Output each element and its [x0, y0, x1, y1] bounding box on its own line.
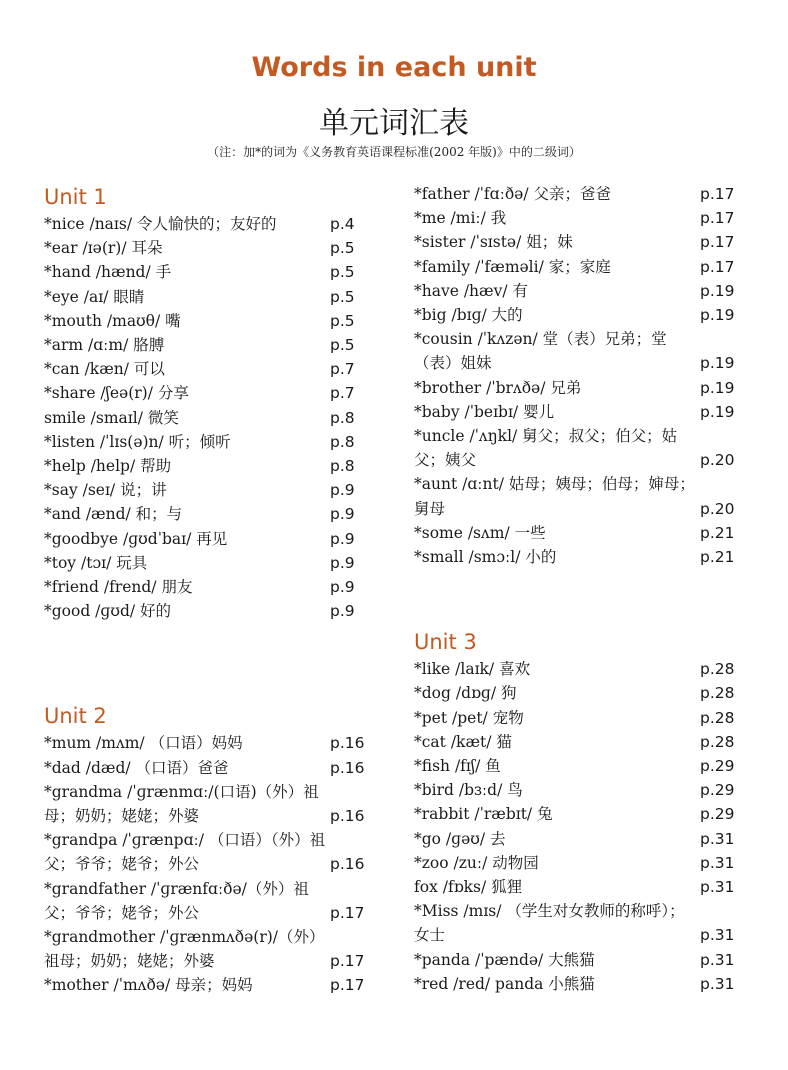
vocab-text: *Miss /mɪs/ （学生对女教师的称呼）；女士 [414, 902, 685, 945]
vocab-text: *goodbye /ɡʊdˈbaɪ/ 再见 [44, 529, 228, 548]
vocab-entry [414, 875, 746, 899]
vocab-entry [414, 545, 746, 569]
vocab-text: *baby /ˈbeɪbɪ/ 婴儿 [414, 402, 555, 421]
vocab-text: *ear /ɪə(r)/ 耳朵 [44, 239, 163, 258]
unit-1-list [44, 212, 376, 623]
right-column [414, 182, 746, 996]
page-ref: p.17 [700, 185, 735, 203]
vocab-entry [414, 730, 746, 754]
vocab-entry [44, 309, 376, 333]
vocab-text: *brother /ˈbrʌðə/ 兄弟 [414, 378, 582, 397]
page-ref: p.5 [330, 311, 355, 330]
vocab-text: *red /red/ panda 小熊猫 [414, 974, 595, 993]
vocab-text: *like /laɪk/ 喜欢 [414, 660, 531, 679]
page-ref: p.4 [330, 215, 355, 233]
page-note: （注：加*的词为《义务教育英语课程标准(2002 年版)》中的二级词） [207, 145, 581, 159]
vocab-entry [414, 754, 746, 778]
unit-2-list [44, 731, 376, 997]
page-ref: p.19 [700, 378, 735, 397]
vocab-text: *cousin /ˈkʌzən/ 堂（表）兄弟；堂（表）姐妹 [414, 330, 667, 373]
vocab-entry [414, 279, 746, 303]
vocab-text: *mouth /maʊθ/ 嘴 [44, 311, 181, 330]
vocab-text: *good /ɡʊd/ 好的 [44, 602, 172, 621]
vocab-text: *sister /ˈsɪstə/ 姐；妹 [414, 233, 573, 252]
vocab-entry [44, 973, 376, 997]
vocab-entry [44, 551, 376, 575]
page-ref: p.20 [700, 451, 735, 470]
vocab-text: *go /ɡəʊ/ 去 [414, 829, 506, 848]
vocab-entry [414, 255, 746, 279]
page-ref: p.31 [700, 950, 735, 969]
vocab-entry [414, 400, 746, 424]
page-ref: p.17 [700, 233, 735, 252]
page-ref: p.29 [700, 781, 735, 800]
vocab-entry [44, 260, 376, 284]
page-ref: p.5 [330, 287, 355, 306]
page-ref: p.21 [700, 548, 735, 567]
unit-2-continued-list [414, 182, 746, 569]
page-ref: p.31 [700, 926, 735, 945]
vocab-entry [414, 802, 746, 826]
vocab-text: *dog /dɒɡ/ 狗 [414, 684, 517, 703]
vocab-entry [44, 357, 376, 381]
vocab-text: *share /ʃeə(r)/ 分享 [44, 384, 189, 403]
page-title: Words in each unit [251, 52, 537, 83]
page-ref: p.29 [700, 757, 735, 776]
page-ref: p.16 [330, 855, 365, 874]
vocab-entry [414, 521, 746, 545]
vocab-text: *cat /kæt/ 猫 [414, 732, 512, 751]
page-ref: p.16 [330, 734, 365, 753]
vocab-entry [414, 327, 746, 375]
page-ref: p.19 [700, 281, 735, 300]
page-ref: p.31 [700, 829, 735, 848]
vocab-entry [44, 502, 376, 526]
left-column [44, 182, 376, 998]
unit-2-heading: Unit 2 [44, 704, 107, 729]
vocab-entry [414, 230, 746, 254]
vocab-entry [44, 212, 376, 236]
vocab-entry [44, 236, 376, 260]
vocab-text: *grandfather /ˈɡrænfɑːðə/（外）祖父；爷爷；姥爷；外公 [44, 879, 309, 922]
vocab-entry [414, 182, 746, 206]
vocab-text: *say /seɪ/ 说；讲 [44, 481, 167, 500]
vocab-entry [414, 472, 746, 520]
vocab-entry [414, 206, 746, 230]
vocab-text: fox /fɒks/ 狐狸 [414, 878, 523, 897]
vocab-text: *hand /hænd/ 手 [44, 263, 172, 282]
unit-3-heading: Unit 3 [414, 630, 477, 655]
vocab-entry [44, 381, 376, 405]
vocab-text: *friend /frend/ 朋友 [44, 578, 193, 597]
page-ref: p.19 [700, 402, 735, 421]
vocab-text: *grandmother /ˈɡrænmʌðə(r)/（外）祖母；奶奶；姥姥；外婆 [44, 928, 325, 971]
vocab-entry [414, 778, 746, 802]
vocab-text: *mother /ˈmʌðə/ 母亲；妈妈 [44, 976, 253, 995]
vocab-text: *uncle /ˈʌŋkl/ 舅父；叔父；伯父；姑父；姨父 [414, 427, 678, 470]
vocab-entry [414, 827, 746, 851]
vocab-text: *big /bɪɡ/ 大的 [414, 306, 523, 325]
page-ref: p.19 [700, 354, 735, 373]
vocab-text: *pet /pet/ 宠物 [414, 708, 524, 727]
page-ref: p.16 [330, 807, 365, 826]
page-ref: p.31 [700, 853, 735, 872]
vocab-entry [44, 925, 376, 973]
page-ref: p.8 [330, 457, 355, 476]
vocab-entry [44, 333, 376, 357]
unit-3-list [414, 657, 746, 996]
vocab-text: *rabbit /ˈræbɪt/ 兔 [414, 805, 553, 824]
page-ref: p.9 [330, 578, 355, 597]
page-ref: p.9 [330, 529, 355, 548]
vocab-entry [44, 406, 376, 430]
page-ref: p.9 [330, 602, 355, 621]
vocab-text: *nice /naɪs/ 令人愉快的；友好的 [44, 215, 277, 233]
page-ref: p.20 [700, 499, 735, 518]
unit-1-heading: Unit 1 [44, 185, 107, 209]
vocab-text: *me /miː/ 我 [414, 209, 507, 228]
page-ref: p.19 [700, 306, 735, 325]
vocab-entry [414, 851, 746, 875]
page-ref: p.21 [700, 523, 735, 542]
page-ref: p.17 [700, 209, 735, 228]
vocab-text: *have /hæv/ 有 [414, 281, 529, 300]
vocab-entry [44, 731, 376, 755]
vocab-entry [44, 780, 376, 828]
vocab-text: *dad /dæd/ （口语）爸爸 [44, 758, 229, 777]
page-ref: p.29 [700, 805, 735, 824]
vocab-entry [44, 756, 376, 780]
vocab-text: *zoo /zuː/ 动物园 [414, 853, 539, 872]
page-ref: p.17 [330, 976, 365, 995]
vocab-entry [414, 681, 746, 705]
vocab-entry [414, 376, 746, 400]
page-ref: p.5 [330, 263, 355, 282]
vocab-text: *bird /bɜːd/ 鸟 [414, 781, 523, 800]
vocab-text: *family /ˈfæməli/ 家；家庭 [414, 257, 611, 276]
page-ref: p.9 [330, 553, 355, 572]
vocab-entry [44, 828, 376, 876]
vocab-entry [44, 575, 376, 599]
page-ref: p.9 [330, 481, 355, 500]
vocab-entry [44, 599, 376, 623]
vocab-entry [44, 478, 376, 502]
vocab-text: *aunt /ɑːnt/ 姑母；姨母；伯母；婶母；舅母 [414, 475, 695, 518]
vocab-entry [414, 424, 746, 472]
vocab-entry [44, 527, 376, 551]
page-ref: p.7 [330, 384, 355, 403]
vocab-text: *small /smɔːl/ 小的 [414, 548, 557, 567]
vocab-text: *toy /tɔɪ/ 玩具 [44, 553, 148, 572]
vocab-entry [44, 877, 376, 925]
vocab-entry [414, 657, 746, 681]
page-ref: p.5 [330, 239, 355, 258]
vocab-text: *grandpa /ˈɡrænpɑː/ （口语）（外）祖父；爷爷；姥爷；外公 [44, 831, 326, 874]
page-ref: p.17 [330, 903, 365, 922]
vocab-text: *fish /fɪʃ/ 鱼 [414, 757, 501, 776]
vocab-text: *eye /aɪ/ 眼睛 [44, 287, 145, 306]
page-ref: p.31 [700, 974, 735, 993]
vocab-entry [414, 303, 746, 327]
vocab-text: *and /ænd/ 和；与 [44, 505, 183, 524]
page-ref: p.7 [330, 360, 355, 379]
page-ref: p.28 [700, 684, 735, 703]
vocab-entry [44, 430, 376, 454]
page-subtitle: 单元词汇表 [319, 106, 469, 141]
page-ref: p.28 [700, 732, 735, 751]
page-ref: p.28 [700, 660, 735, 679]
vocab-entry [414, 706, 746, 730]
vocab-entry [414, 972, 746, 996]
vocab-text: *help /help/ 帮助 [44, 457, 172, 476]
page-ref: p.16 [330, 758, 365, 777]
vocab-entry [414, 899, 746, 947]
vocab-text: *mum /mʌm/ （口语）妈妈 [44, 734, 243, 753]
page-ref: p.17 [700, 257, 735, 276]
vocab-text: *father /ˈfɑːðə/ 父亲；爸爸 [414, 185, 611, 203]
page-ref: p.8 [330, 432, 355, 451]
page-ref: p.17 [330, 952, 365, 971]
vocab-text: *some /sʌm/ 一些 [414, 523, 546, 542]
page-ref: p.31 [700, 878, 735, 897]
vocab-text: smile /smaɪl/ 微笑 [44, 408, 179, 427]
vocab-text: *grandma /ˈɡrænmɑː/(口语)（外）祖母；奶奶；姥姥；外婆 [44, 782, 319, 826]
vocab-entry [414, 948, 746, 972]
vocab-text: *can /kæn/ 可以 [44, 360, 165, 379]
vocab-text: *listen /ˈlɪs(ə)n/ 听；倾听 [44, 432, 231, 451]
page-ref: p.9 [330, 505, 355, 524]
vocab-entry [44, 454, 376, 478]
page-ref: p.28 [700, 708, 735, 727]
vocab-text: *arm /ɑːm/ 胳膊 [44, 336, 165, 355]
vocab-entry [44, 285, 376, 309]
page-ref: p.5 [330, 336, 355, 355]
vocab-text: *panda /ˈpændə/ 大熊猫 [414, 950, 595, 969]
page-ref: p.8 [330, 408, 355, 427]
